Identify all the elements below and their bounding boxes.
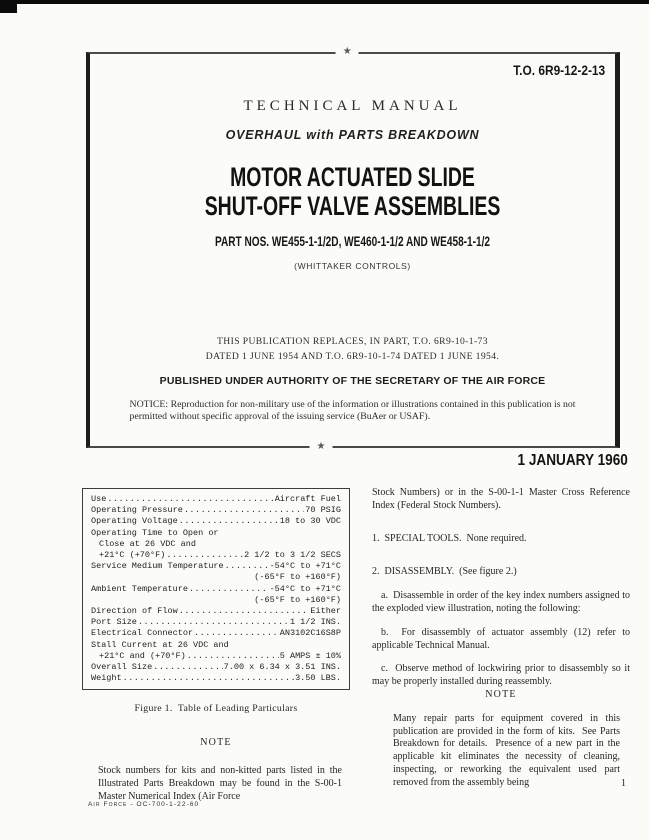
- figure1-caption: Figure 1. Table of Leading Particulars: [134, 703, 298, 714]
- dot-leader: [225, 561, 269, 572]
- dot-leader: [189, 584, 269, 595]
- dot-leader: [166, 550, 243, 561]
- table-row: Electrical Connector ..... AN3102C16S8P: [91, 628, 341, 639]
- table-row: Port Size ..... 1 1/2 INS.: [91, 617, 341, 628]
- paragraph-c: c. Observe method of lockwiring prior to disassembly so it may be properly installed during reassembly.: [372, 663, 633, 688]
- page-number: 1: [621, 778, 626, 789]
- table-row: Overall Size ..... 7.00 x 6.34 x 3.51 INS.: [91, 662, 341, 673]
- table-row: Operating Voltage ..... 18 to 30 VDC: [91, 516, 341, 527]
- document-subtitle: OVERHAUL with PARTS BREAKDOWN: [225, 128, 480, 142]
- scan-edge-strip: [16, 0, 649, 4]
- table-row: Operating Time to Open or: [91, 527, 219, 538]
- star-icon: ★: [336, 47, 359, 57]
- dot-leader: [194, 628, 279, 639]
- document-type-heading: TECHNICAL MANUAL: [243, 98, 462, 114]
- table-row: Ambient Temperature ..... -54°C to +71°C: [91, 584, 341, 595]
- replaces-statement: [90, 334, 615, 364]
- right-note-heading: NOTE: [485, 688, 517, 700]
- issue-date: 1 JANUARY 1960: [517, 452, 628, 469]
- manufacturer-name: (WHITTAKER CONTROLS): [294, 261, 411, 271]
- main-title: [164, 163, 542, 221]
- table-row: Operating Pressure ..... 70 PSIG: [91, 505, 341, 516]
- left-column: [82, 488, 350, 803]
- paragraph-a: a. Disassemble in order of the key index numbers assigned to the exploded view illustration, noting the following:: [372, 590, 633, 614]
- table-row: +21°C (+70°F) ..... 2 1/2 to 3 1/2 SECS: [91, 550, 341, 561]
- table-row: (-65°F to +160°F): [254, 572, 341, 583]
- dot-leader: [184, 505, 304, 516]
- printing-code: Air Force - OC-700-1-22-60: [88, 801, 200, 808]
- left-note-heading: NOTE: [200, 737, 232, 748]
- dot-leader: [123, 673, 294, 684]
- left-note-text: Stock numbers for kits and non-kitted parts listed in the Illustrated Parts Breakdown may be found in the S-00-1 Master Numerical Index (Air Force: [98, 765, 342, 802]
- dot-leader: [107, 494, 273, 505]
- main-title-line1: MOTOR ACTUATED SLIDE: [230, 162, 475, 192]
- table-row: Direction of Flow ..... Either: [91, 606, 341, 617]
- dot-leader: [138, 617, 289, 628]
- table-row: (-65°F to +160°F): [254, 594, 341, 605]
- paragraph-b: b. For disassembly of actuator assembly (12) refer to applicable Technical Manual.: [372, 626, 633, 651]
- title-box: [86, 46, 620, 452]
- section-disassembly: 2. DISASSEMBLY. (See figure 2.): [372, 566, 517, 578]
- reproduction-notice: NOTICE: Reproduction for non-military use of the information or illustrations contained in this publication is not permitted without specific approval of the issuing service (BuAer or USAF).: [129, 399, 576, 422]
- leading-particulars-table: [82, 488, 350, 690]
- part-numbers: PART NOS. WE455-1-1/2D, WE460-1-1/2 AND WE458-1-1/2: [214, 233, 491, 249]
- dot-leader: [179, 606, 310, 617]
- dot-leader: [187, 651, 279, 662]
- authority-statement: PUBLISHED UNDER AUTHORITY OF THE SECRETARY OF THE AIR FORCE: [159, 375, 546, 387]
- right-note-text: Many repair parts for equipment covered in this publication are provided in the form of kits. See Parts Breakdown for details. Presence of a new part in the applicable kit eliminates the necessity of cleaning, inspecting, or reworking the equivalent used part removed from the assembly being: [393, 712, 623, 788]
- table-row: +21°C and (+70°F) ..... 5 AMPS ± 10%: [91, 651, 341, 662]
- table-row: Service Medium Temperature ..... -54°C to +71°C: [91, 561, 341, 572]
- table-row: Weight ..... 3.50 LBS.: [91, 673, 341, 684]
- table-row: Close at 26 VDC and: [99, 538, 196, 549]
- main-title-line2: SHUT-OFF VALVE ASSEMBLIES: [204, 191, 501, 221]
- continuation-paragraph: Stock Numbers) or in the S-00-1-1 Master Cross Reference Index (Federal Stock Numbers).: [372, 487, 633, 511]
- table-row: Use ..... Aircraft Fuel: [91, 494, 341, 505]
- section-special-tools: 1. SPECIAL TOOLS. None required.: [372, 532, 527, 544]
- scan-corner-mark: [0, 0, 17, 13]
- right-column: [372, 487, 633, 790]
- technical-order-number: T.O. 6R9-12-2-13: [513, 62, 605, 78]
- replaces-line2: DATED 1 JUNE 1954 AND T.O. 6R9-10-1-74 DATED 1 JUNE 1954.: [205, 351, 500, 362]
- dot-leader: [153, 662, 222, 673]
- star-icon: ★: [310, 442, 333, 452]
- table-row: Stall Current at 26 VDC and: [91, 639, 229, 650]
- replaces-line1: THIS PUBLICATION REPLACES, IN PART, T.O. 6R9-10-1-73: [217, 336, 488, 347]
- dot-leader: [179, 516, 279, 527]
